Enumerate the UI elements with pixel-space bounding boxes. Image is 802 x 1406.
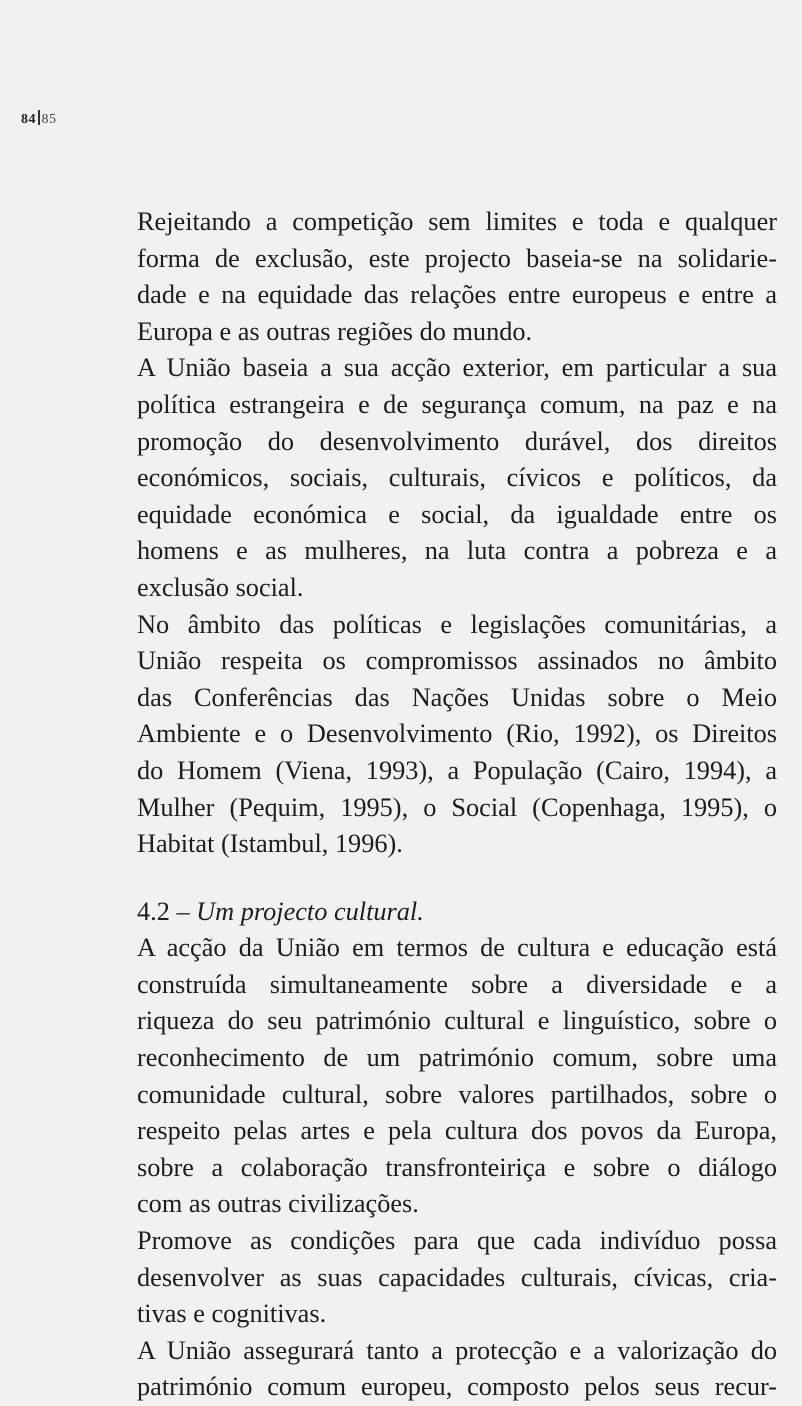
section-number: 4.2 –	[137, 896, 197, 926]
text-line: A acção da União em termos de cultura e educação está	[137, 933, 777, 963]
page-number	[21, 110, 57, 128]
text-line: reconhecimento de um património comum, sobre uma	[137, 1043, 777, 1073]
text-line: Habitat (Istambul, 1996).	[137, 829, 403, 859]
text-line: económicos, sociais, culturais, cívicos e políticos, da	[137, 463, 777, 493]
text-line: promoção do desenvolvimento durável, dos direitos	[137, 426, 777, 456]
text-line: do Homem (Viena, 1993), a População (Cairo, 1994), a	[137, 755, 777, 785]
text-line: Europa e as outras regiões do mundo.	[137, 316, 533, 346]
text-line: das Conferências das Nações Unidas sobre o Meio	[137, 682, 777, 712]
text-line: construída simultaneamente sobre a diversidade e a	[137, 969, 777, 999]
text-line: União respeita os compromissos assinados no âmbito	[137, 646, 777, 676]
text-line: No âmbito das políticas e legislações comunitárias, a	[137, 609, 777, 639]
text-line: homens e as mulheres, na luta contra a pobreza e a	[137, 536, 777, 566]
text-line: com as outras civilizações.	[137, 1189, 419, 1219]
text-line: A União assegurará tanto a protecção e a valorização do	[137, 1335, 777, 1365]
page-number-right: 85	[41, 112, 57, 127]
text-line: forma de exclusão, este projecto baseia-se na solidarie-	[137, 243, 777, 273]
page-number-divider	[38, 110, 40, 125]
text-line: tivas e cognitivas.	[137, 1299, 327, 1329]
text-line: política estrangeira e de segurança comum, na paz e na	[137, 389, 777, 419]
text-line: desenvolver as suas capacidades culturais, cívicas, cria-	[137, 1262, 777, 1292]
text-line: comunidade cultural, sobre valores partilhados, sobre o	[137, 1079, 777, 1109]
text-line: património comum europeu, composto pelos seus recur-	[137, 1372, 777, 1402]
text-line: Promove as condições para que cada indivíduo possa	[137, 1226, 777, 1256]
text-line: exclusão social.	[137, 572, 304, 602]
text-line: A União baseia a sua acção exterior, em particular a sua	[137, 353, 777, 383]
section-title: Um projecto cultural.	[196, 896, 424, 926]
body-text	[137, 204, 777, 1406]
text-line: Rejeitando a competição sem limites e toda e qualquer	[137, 207, 777, 236]
text-line: sobre a colaboração transfronteiriça e sobre o diálogo	[137, 1152, 777, 1182]
text-line: Ambiente e o Desenvolvimento (Rio, 1992), os Direitos	[137, 719, 777, 749]
section-heading	[137, 894, 777, 931]
text-line: Mulher (Pequim, 1995), o Social (Copenhaga, 1995), o	[137, 792, 777, 822]
page-number-left: 84	[21, 112, 36, 127]
text-line: riqueza do seu património cultural e linguístico, sobre o	[137, 1006, 777, 1036]
text-line: equidade económica e social, da igualdade entre os	[137, 499, 777, 529]
text-line: dade e na equidade das relações entre europeus e entre a	[137, 280, 777, 310]
text-line: respeito pelas artes e pela cultura dos povos da Europa,	[137, 1116, 777, 1146]
